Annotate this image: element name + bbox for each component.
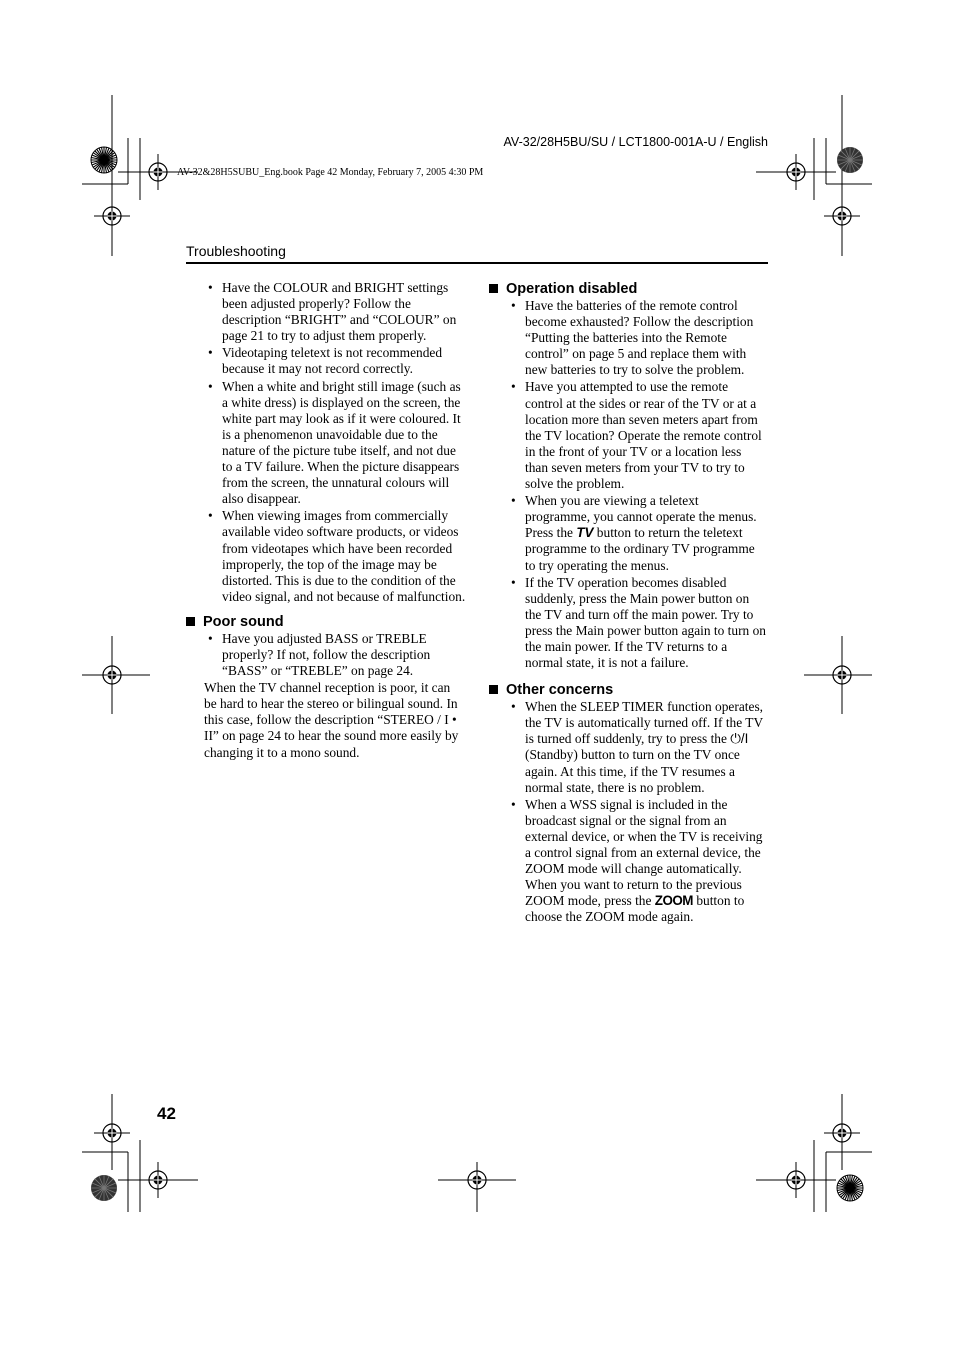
other-concerns-heading xyxy=(489,681,767,699)
header-rule xyxy=(186,262,768,264)
operation-disabled-bullet-list xyxy=(507,298,767,671)
list-item-text: (Standby) button to turn on the TV once again. At this time, if the TV resumes a normal state, there is no problem. xyxy=(525,747,740,795)
poor-sound-title: Poor sound xyxy=(203,613,284,630)
list-item-text: When the SLEEP TIMER function operates, the TV is automatically turned off. If the TV is turned off suddenly, try to press the xyxy=(525,699,764,747)
right-column xyxy=(489,280,767,926)
list-item-text: button to choose the ZOOM mode again. xyxy=(525,893,745,925)
document-id: AV-32/28H5BU/SU / LCT1800-001A-U / English xyxy=(503,135,768,149)
left-column xyxy=(204,280,466,761)
zoom-button-icon: ZOOM xyxy=(654,893,693,909)
list-item-text: button to return the teletext programme to the ordinary TV programme to try operating the menus. xyxy=(525,525,755,573)
poor-sound-heading xyxy=(186,613,448,631)
list-item xyxy=(507,493,767,573)
list-item-text: When you are viewing a teletext programme, you cannot operate the menus. Press the xyxy=(525,493,757,541)
list-item: • When a white and bright still image (such as a white dress) is displayed on the screen, the white part may look as if it were coloured. It is a phenomenon unavoidable due to the nature of the picture tube itself, and not due to a TV failure. When the picture disappears from the screen, the unnatural colours will also disappear. xyxy=(204,379,466,508)
square-bullet-icon xyxy=(489,284,498,293)
poor-sound-paragraph: When the TV channel reception is poor, it can be hard to hear the stereo or bilingual sound. In this case, follow the description “STEREO / I • II” on page 24 to hear the sound more easily by changing it to a mono sound. xyxy=(204,680,459,760)
section-header: Troubleshooting xyxy=(186,243,286,259)
list-item xyxy=(507,797,767,926)
list-item: • If the TV operation becomes disabled suddenly, press the Main power button on the TV and turn off the main power. Try to press the Main power button again to turn on the main power. If the TV returns to a normal state, it is not a failure. xyxy=(507,575,767,672)
list-item xyxy=(507,699,767,796)
list-item: • Have the COLOUR and BRIGHT settings been adjusted properly? Follow the description “BRIGHT” and “COLOUR” on page 21 to try to adjust them properly. xyxy=(204,280,466,344)
intro-bullet-list xyxy=(204,280,466,605)
poor-sound-bullet-list xyxy=(204,631,466,679)
operation-disabled-title: Operation disabled xyxy=(506,281,638,297)
square-bullet-icon xyxy=(186,617,195,626)
list-item: • Have you attempted to use the remote control at the sides or rear of the TV or at a location more than seven meters apart from the TV location? Operate the remote control in the front of your TV or a location less than seven meters from your TV to try to solve the problem. xyxy=(507,379,767,492)
square-bullet-icon xyxy=(489,685,498,694)
list-item: • Have you adjusted BASS or TREBLE properly? If not, follow the description “BASS” or “TREBLE” on page 24. xyxy=(204,631,466,679)
list-item: • Have the batteries of the remote control become exhausted? Follow the description “Putting the batteries into the Remote control” on page 5 and replace them with new batteries to try to solve the problem. xyxy=(507,298,767,378)
tv-button-icon: TV xyxy=(576,525,594,541)
other-concerns-bullet-list xyxy=(507,699,767,925)
page-number: 42 xyxy=(157,1104,176,1123)
book-info: AV-32&28H5SUBU_Eng.book Page 42 Monday, February 7, 2005 4:30 PM xyxy=(177,167,484,178)
other-concerns-title: Other concerns xyxy=(506,682,614,699)
list-item-text: When a WSS signal is included in the broadcast signal or the signal from an external device, or when the TV is receiving a control signal from an external device, the ZOOM mode will change automatically. When you want to return to the previous ZOOM mode, press the xyxy=(525,796,763,909)
standby-button-icon: ⏻/I xyxy=(730,731,749,747)
list-item: • When viewing images from commercially available video software products, or videos from videotapes which have been recorded improperly, the top of the image may be distorted. This is due to the condition of the video signal, and not because of malfunction. xyxy=(204,508,466,605)
operation-disabled-heading xyxy=(489,280,767,298)
list-item: • Videotaping teletext is not recommended because it may not record correctly. xyxy=(204,345,466,377)
